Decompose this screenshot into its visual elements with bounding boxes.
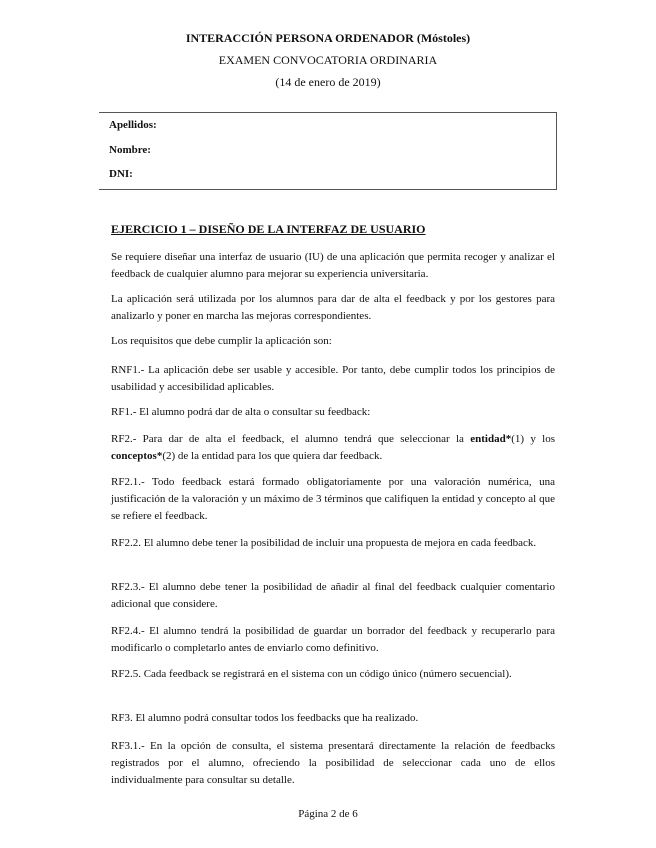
requirement-rf2-2: RF2.2. El alumno debe tener la posibilidad de incluir una propuesta de mejora en cada feedback. [111,537,537,549]
exercise-title: EJERCICIO 1 – DISEÑO DE LA INTERFAZ DE USUARIO [111,222,426,236]
student-info-box [99,112,557,190]
rf2-conceptos-term: conceptos* [111,450,163,462]
requirement-rf2-4: RF2.4.- El alumno tendrá la posibilidad de guardar un borrador del feedback y recuperarlo para modificarlo o completarlo antes de enviarlo como definitivo. [111,625,555,654]
page-number: Página 2 de 6 [298,808,358,820]
exam-date: (14 de enero de 2019) [275,75,381,89]
requirement-rf2-1: RF2.1.- Todo feedback estará formado obligatoriamente por una valoración numérica, una justificación de la valoración y un máximo de 3 términos que califiquen la entidad y concepto al que se refiere el feedback. [111,476,555,522]
paragraph-intro: Se requiere diseñar una interfaz de usuario (IU) de una aplicación que permita recoger y analizar el feedback de cualquier alumno para mejorar su experiencia universitaria. [111,251,555,280]
requirement-rnf1: RNF1.- La aplicación debe ser usable y accesible. Por tanto, debe cumplir todos los principios de usabilidad y accesibilidad aplicables. [111,364,555,393]
requirement-rf2 [111,431,555,465]
rf2-text-b: (1) y los [511,433,555,445]
exam-session-title: EXAMEN CONVOCATORIA ORDINARIA [218,53,438,67]
exam-course-title: INTERACCIÓN PERSONA ORDENADOR (Móstoles) [185,31,471,45]
requirement-rf3: RF3. El alumno podrá consultar todos los feedbacks que ha realizado. [111,712,419,724]
name-label: Nombre: [109,144,151,156]
surname-label: Apellidos: [109,119,157,131]
dni-label: DNI: [109,168,133,180]
paragraph-requirements-intro: Los requisitos que debe cumplir la aplicación son: [111,335,332,347]
paragraph-users: La aplicación será utilizada por los alumnos para dar de alta el feedback y por los gestores para analizarlo y poner en marcha las mejoras correspondientes. [111,293,555,322]
requirement-rf2-3: RF2.3.- El alumno debe tener la posibilidad de añadir al final del feedback cualquier comentario adicional que considere. [111,581,555,610]
requirement-rf1: RF1.- El alumno podrá dar de alta o consultar su feedback: [111,406,371,418]
rf2-entidad-term: entidad* [470,433,512,445]
rf2-text-c: (2) de la entidad para los que quiera dar feedback. [162,450,383,462]
rf2-text-a: RF2.- Para dar de alta el feedback, el alumno tendrá que seleccionar la [111,433,471,445]
requirement-rf3-1: RF3.1.- En la opción de consulta, el sistema presentará directamente la relación de feedbacks registrados por el alumno, ofreciendo la posibilidad de seleccionar cada uno de ellos individualmente para consultar su detalle. [111,740,555,786]
requirement-rf2-5: RF2.5. Cada feedback se registrará en el sistema con un código único (número secuencial). [111,668,512,680]
